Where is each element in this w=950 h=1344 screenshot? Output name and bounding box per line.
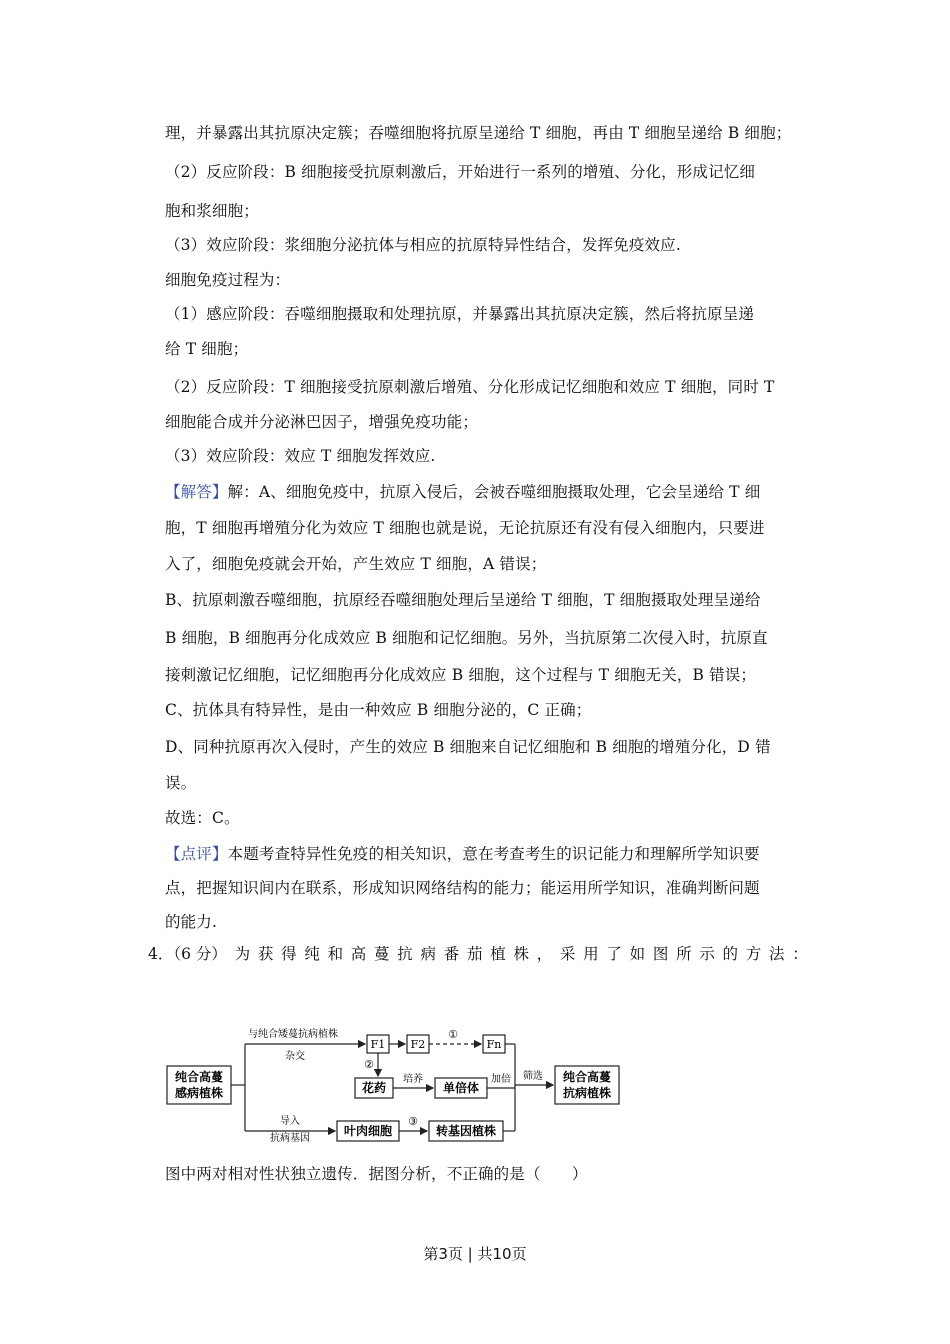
page-footer: 第3页 | 共10页 (423, 1245, 527, 1263)
question-char: 番 (443, 945, 460, 963)
text-line (165, 123, 815, 143)
start-label-2: 感病植株 (174, 1086, 224, 1100)
text-line (165, 808, 815, 828)
import-label: 导入 (280, 1116, 300, 1127)
breeding-diagram (165, 1024, 625, 1142)
text-line (165, 235, 815, 255)
text-line (165, 590, 815, 610)
screen-label: 筛选 (523, 1071, 543, 1082)
question-char: 如 (629, 945, 646, 963)
line-text: 的能力. (165, 913, 218, 931)
line-text: 解：A、细胞免疫中，抗原入侵后，会被吞噬细胞摄取处理，它会呈递给 T 细 (227, 483, 761, 501)
line-text: （1）感应阶段：吞噬细胞摄取和处理抗原，并暴露出其抗原决定簇，然后将抗原呈递 (165, 305, 755, 323)
question-char: 了 (606, 945, 622, 963)
transgenic-box: 转基因植株 (435, 1124, 497, 1138)
line-text: 胞和浆细胞； (165, 202, 259, 220)
text-line (165, 844, 815, 864)
text-line (165, 518, 815, 538)
text-line (165, 700, 815, 720)
question-char: 法 (769, 945, 785, 963)
question-char: 茄 (466, 945, 483, 963)
line-text: 胞，T 细胞再增殖分化为效应 T 细胞也就是说，无论抗原还有没有侵入细胞内，只要进 (165, 519, 765, 537)
question-char: 获 (257, 945, 274, 963)
line-text: 入了，细胞免疫就会开始，产生效应 T 细胞，A 错误； (165, 555, 547, 573)
end-label-2: 抗病植株 (562, 1086, 612, 1100)
question-char: 得 (281, 945, 297, 963)
text-line (165, 773, 815, 793)
question-char: 株 (513, 945, 529, 963)
text-line (165, 554, 815, 574)
question-char: ， (536, 945, 553, 963)
line-text: （2）反应阶段：T 细胞接受抗原刺激后增殖、分化形成记忆细胞和效应 T 细胞，同时 T (165, 378, 775, 396)
question-char: 植 (490, 945, 506, 963)
text-line (165, 482, 815, 502)
question-char: 为 (234, 945, 251, 963)
text-line (165, 377, 815, 397)
gene-label: 抗病基因 (270, 1133, 310, 1142)
fn-box: Fn (486, 1038, 502, 1051)
line-text: （3）效应阶段：效应 T 细胞发挥效应. (165, 447, 436, 465)
question-char: 图 (652, 945, 669, 963)
question-char: 示 (699, 945, 715, 963)
question-char: ： (792, 945, 808, 963)
cross-label: 杂交 (285, 1051, 305, 1062)
line-text: C、抗体具有特异性，是由一种效应 B 细胞分泌的，C 正确； (165, 701, 592, 719)
question-char: 所 (676, 945, 692, 963)
text-line (165, 665, 815, 685)
line-text: 点，把握知识间内在联系，形成知识网络结构的能力；能运用所学知识，准确判断问题 (165, 879, 760, 897)
text-line (165, 912, 815, 932)
question-char: 的 (722, 945, 739, 963)
question-char: 和 (327, 945, 344, 963)
text-line (165, 412, 815, 432)
line-text: 给 T 细胞； (165, 340, 249, 358)
question-4 (148, 944, 808, 964)
question-char: 用 (583, 945, 599, 963)
double-label: 加倍 (491, 1074, 511, 1085)
question-char: 病 (420, 945, 437, 963)
question-char: 采 (559, 945, 576, 963)
line-text: 细胞免疫过程为： (165, 271, 291, 289)
end-label-1: 纯合高蔓 (562, 1070, 612, 1084)
line-text: （2）反应阶段：B 细胞接受抗原刺激后，开始进行一系列的增殖、分化，形成记忆细 (165, 163, 756, 181)
f2-box: F2 (410, 1038, 426, 1051)
line-text: 理，并暴露出其抗原决定簇；吞噬细胞将抗原呈递给 T 细胞，再由 T 细胞呈递给 B 细胞； (165, 124, 792, 142)
line-text: 误。 (165, 774, 197, 792)
mesophyll-box: 叶肉细胞 (343, 1124, 393, 1138)
line-text: （3）效应阶段：浆细胞分泌抗体与相应的抗原特异性结合，发挥免疫效应. (165, 236, 681, 254)
line-text: 本题考查特异性免疫的相关知识，意在考查考生的识记能力和理解所学知识要 (227, 845, 760, 863)
text-line (165, 270, 815, 290)
question-char: 纯 (304, 945, 320, 963)
text-line (165, 628, 815, 648)
text-line (165, 446, 815, 466)
line-text: B、抗原刺激吞噬细胞，抗原经吞噬细胞处理后呈递给 T 细胞，T 细胞摄取处理呈递给 (165, 591, 761, 609)
text-line (165, 737, 815, 757)
f1-box: F1 (370, 1038, 386, 1051)
culture-label: 培养 (403, 1074, 423, 1085)
line-text: B 细胞，B 细胞再分化成效应 B 细胞和记忆细胞。另外，当抗原第二次侵入时，抗原直 (165, 629, 768, 647)
step-2: ② (364, 1058, 374, 1071)
line-text: 细胞能合成并分泌淋巴因子，增强免疫功能； (165, 413, 479, 431)
anther-box: 花药 (361, 1081, 387, 1095)
question-char: 方 (745, 945, 762, 963)
start-label-1: 纯合高蔓 (174, 1070, 224, 1084)
haploid-box: 单倍体 (442, 1081, 480, 1095)
question-char: 蔓 (374, 945, 390, 963)
section-tag: 【解答】 (165, 483, 228, 501)
text-line (165, 304, 815, 324)
text-line (165, 339, 815, 359)
text-line (165, 162, 815, 182)
question-number: 4．（6 分） (148, 945, 227, 963)
line-text: D、同种抗原再次入侵时，产生的效应 B 细胞来自记忆细胞和 B 细胞的增殖分化，D 错 (165, 738, 771, 756)
question-tail: 图中两对相对性状独立遗传．据图分析，不正确的是（ ） (165, 1165, 588, 1183)
line-text: 故选：C。 (165, 809, 240, 827)
text-line (165, 201, 815, 221)
line-text: 接刺激记忆细胞，记忆细胞再分化成效应 B 细胞，这个过程与 T 细胞无关，B 错误； (165, 666, 757, 684)
step-1: ① (448, 1028, 458, 1041)
question-char: 抗 (397, 945, 413, 963)
question-char: 高 (350, 945, 367, 963)
text-line (165, 878, 815, 898)
step-3: ③ (408, 1115, 418, 1128)
top-label: 与纯合矮蔓抗病植株 (248, 1029, 338, 1040)
section-tag: 【点评】 (165, 845, 228, 863)
